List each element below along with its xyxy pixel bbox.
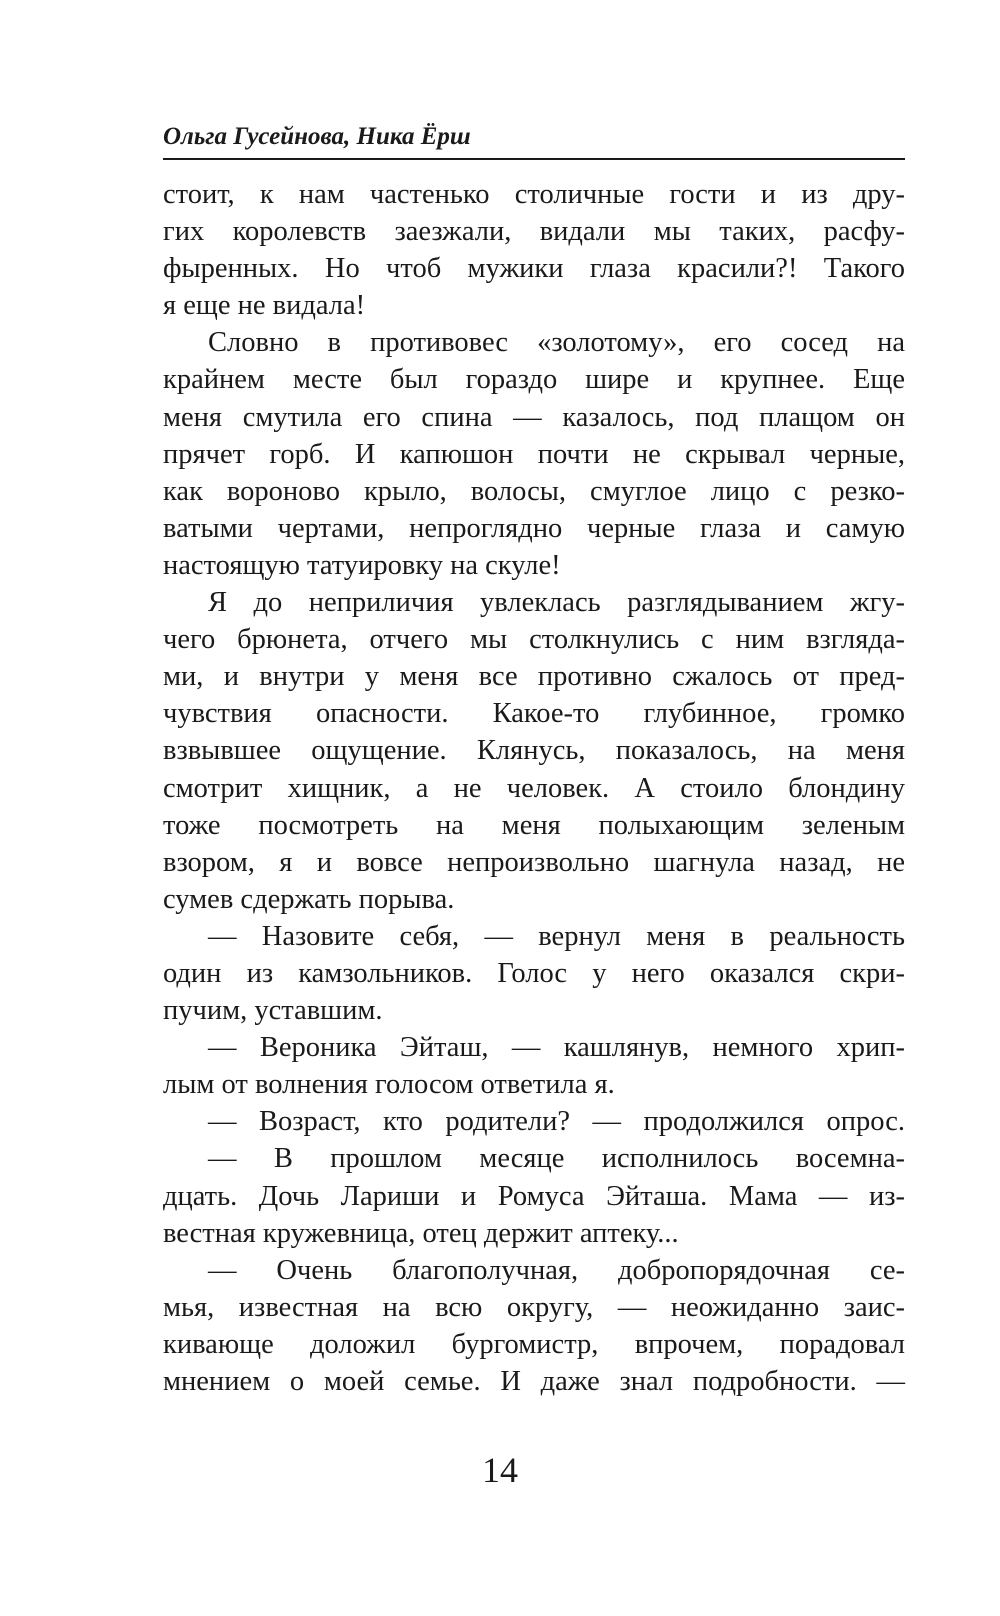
text-line: пучим, уставшим.	[163, 995, 383, 1027]
text-line: кивающе доложил бургомистр, впрочем, порадовал	[163, 1328, 905, 1360]
text-line: фыренных. Но чтоб мужики глаза красили?! Такого	[163, 253, 905, 285]
text-line: взвывшее ощущение. Клянусь, показалось, на меня	[163, 735, 905, 767]
text-line: мнением о моей семье. И даже знал подробности. —	[163, 1366, 905, 1397]
text-line: ми, и внутри у меня все противно сжалось от пред-	[163, 661, 905, 693]
running-title: Ольга Гусейнова, Ника Ёрш	[163, 123, 471, 150]
text-line: прячет горб. И капюшон почти не скрывал черные,	[163, 438, 905, 470]
body-text	[163, 176, 905, 1400]
text-line: настоящую татуировку на скуле!	[163, 549, 561, 581]
text-line: Я до неприличия увлеклась разглядыванием жгу-	[208, 587, 905, 619]
text-line: взором, я и вовсе непроизвольно шагнула назад, не	[163, 846, 905, 878]
text-line: гих королевств заезжали, видали мы таких, расфу-	[163, 216, 905, 248]
text-line: вестная кружевница, отец держит аптеку...	[163, 1217, 679, 1249]
text-line: стоит, к нам частенько столичные гости и из дру-	[163, 179, 905, 210]
text-line: ватыми чертами, непроглядно черные глаза и самую	[163, 512, 905, 544]
text-line: крайнем месте был гораздо шире и крупнее. Еще	[163, 364, 905, 396]
text-line: как вороново крыло, волосы, смуглое лицо с резко-	[163, 475, 905, 507]
text-line: я еще не видала!	[163, 290, 366, 322]
text-line: мья, известная на всю округу, — неожиданно заис-	[163, 1291, 905, 1323]
text-line: дцать. Дочь Лариши и Ромуса Эйташа. Мама — из-	[163, 1180, 905, 1212]
page-number: 14	[482, 1450, 518, 1490]
text-line: Словно в противовес «золотому», его сосед на	[208, 327, 905, 359]
text-line: — В прошлом месяце исполнилось восемна-	[208, 1143, 905, 1175]
text-line: чувствия опасности. Какое-то глубинное, громко	[163, 698, 905, 730]
text-line: лым от волнения голосом ответила я.	[163, 1069, 615, 1101]
running-header	[163, 122, 905, 158]
text-line: меня смутила его спина — казалось, под плащом он	[163, 401, 905, 433]
text-line: — Очень благополучная, добропорядочная се-	[208, 1254, 905, 1286]
text-line: — Вероника Эйташ, — кашлянув, немного хрип-	[208, 1032, 905, 1064]
text-line: один из камзольников. Голос у него оказался скри-	[163, 957, 905, 989]
text-line: — Назовите себя, — вернул меня в реальность	[208, 920, 905, 952]
text-line: — Возраст, кто родители? — продолжился опрос.	[208, 1106, 905, 1138]
text-line: чего брюнета, отчего мы столкнулись с ним взгляда-	[163, 624, 905, 656]
header-rule	[163, 158, 905, 160]
text-line: сумев сдержать порыва.	[163, 883, 455, 915]
text-line: тоже посмотреть на меня полыхающим зеленым	[163, 809, 905, 841]
text-line: смотрит хищник, а не человек. А стоило блондину	[163, 772, 905, 804]
